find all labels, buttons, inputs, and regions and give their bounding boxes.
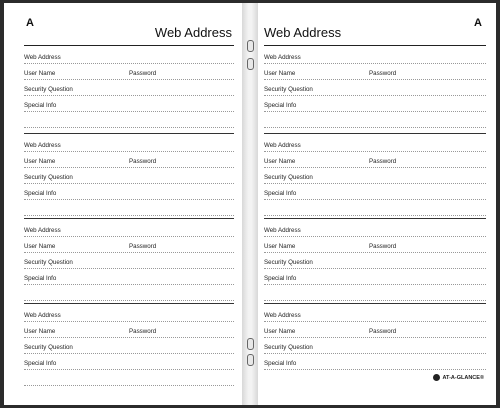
page-letter: A [474, 17, 482, 29]
credentials-row[interactable] [264, 65, 486, 80]
entry-block [24, 219, 234, 304]
entry-block [24, 49, 234, 134]
binder-ring [247, 58, 254, 70]
security-question-row[interactable] [24, 81, 234, 96]
web-address-label: Web Address [264, 312, 301, 319]
binder-ring [247, 338, 254, 350]
blank-line[interactable] [24, 201, 234, 216]
security-question-row[interactable] [24, 169, 234, 184]
special-info-row[interactable] [24, 270, 234, 285]
page-title: Web Address [264, 25, 342, 40]
credentials-row[interactable] [24, 238, 234, 253]
security-question-label: Security Question [264, 344, 313, 351]
special-info-label: Special Info [24, 190, 57, 197]
web-address-row[interactable] [24, 307, 234, 322]
special-info-label: Special Info [24, 275, 57, 282]
entry-block [264, 134, 486, 219]
security-question-row[interactable] [24, 339, 234, 354]
user-name-label: User Name [264, 243, 296, 250]
credentials-row[interactable] [264, 238, 486, 253]
security-question-label: Security Question [264, 86, 313, 93]
password-label: Password [369, 70, 397, 77]
user-name-label: User Name [24, 158, 56, 165]
special-info-label: Special Info [264, 102, 297, 109]
special-info-row[interactable] [264, 185, 486, 200]
credentials-row[interactable] [264, 323, 486, 338]
blank-line[interactable] [24, 286, 234, 301]
web-address-row[interactable] [264, 49, 486, 64]
special-info-row[interactable] [24, 355, 234, 370]
security-question-label: Security Question [264, 174, 313, 181]
security-question-row[interactable] [264, 254, 486, 269]
user-name-label: User Name [24, 70, 56, 77]
password-label: Password [369, 243, 397, 250]
special-info-label: Special Info [264, 190, 297, 197]
special-info-label: Special Info [24, 360, 57, 367]
binder-ring [247, 354, 254, 366]
entry-block [24, 134, 234, 219]
blank-line[interactable] [264, 201, 486, 216]
web-address-row[interactable] [24, 137, 234, 152]
web-address-row[interactable] [24, 222, 234, 237]
security-question-label: Security Question [24, 86, 73, 93]
user-name-label: User Name [264, 158, 296, 165]
brand-logo [433, 374, 484, 381]
web-address-row[interactable] [264, 222, 486, 237]
password-label: Password [369, 158, 397, 165]
web-address-label: Web Address [264, 227, 301, 234]
special-info-row[interactable] [264, 355, 486, 370]
web-address-row[interactable] [264, 137, 486, 152]
web-address-label: Web Address [24, 54, 61, 61]
security-question-label: Security Question [264, 259, 313, 266]
password-label: Password [129, 158, 157, 165]
special-info-label: Special Info [24, 102, 57, 109]
right-page [258, 3, 496, 405]
header-rule [24, 45, 234, 46]
user-name-label: User Name [24, 243, 56, 250]
credentials-row[interactable] [264, 153, 486, 168]
entry-block [264, 219, 486, 304]
user-name-label: User Name [24, 328, 56, 335]
special-info-row[interactable] [264, 270, 486, 285]
special-info-row[interactable] [24, 97, 234, 112]
header-rule [264, 45, 486, 46]
security-question-row[interactable] [264, 81, 486, 96]
blank-line[interactable] [264, 113, 486, 128]
special-info-label: Special Info [264, 275, 297, 282]
web-address-row[interactable] [264, 307, 486, 322]
binder-ring [247, 40, 254, 52]
entry-block [24, 304, 234, 389]
security-question-row[interactable] [264, 339, 486, 354]
user-name-label: User Name [264, 70, 296, 77]
security-question-label: Security Question [24, 344, 73, 351]
special-info-row[interactable] [24, 185, 234, 200]
password-label: Password [129, 70, 157, 77]
special-info-row[interactable] [264, 97, 486, 112]
page-title: Web Address [154, 25, 232, 40]
credentials-row[interactable] [24, 153, 234, 168]
blank-line[interactable] [24, 113, 234, 128]
credentials-row[interactable] [24, 323, 234, 338]
entry-list [24, 49, 234, 389]
credentials-row[interactable] [24, 65, 234, 80]
password-label: Password [129, 328, 157, 335]
left-page [4, 3, 242, 405]
web-address-label: Web Address [264, 54, 301, 61]
special-info-label: Special Info [264, 360, 297, 367]
web-address-label: Web Address [24, 142, 61, 149]
user-name-label: User Name [264, 328, 296, 335]
security-question-label: Security Question [24, 259, 73, 266]
security-question-row[interactable] [264, 169, 486, 184]
entry-list [264, 49, 486, 389]
password-label: Password [369, 328, 397, 335]
blank-line[interactable] [264, 286, 486, 301]
entry-block [264, 49, 486, 134]
web-address-row[interactable] [24, 49, 234, 64]
brand-name: AT-A-GLANCE® [442, 374, 484, 381]
page-letter: A [26, 17, 34, 29]
web-address-label: Web Address [264, 142, 301, 149]
password-label: Password [129, 243, 157, 250]
web-address-label: Web Address [24, 312, 61, 319]
security-question-label: Security Question [24, 174, 73, 181]
web-address-label: Web Address [24, 227, 61, 234]
blank-line[interactable] [24, 371, 234, 386]
brand-mark-icon [433, 374, 440, 381]
security-question-row[interactable] [24, 254, 234, 269]
